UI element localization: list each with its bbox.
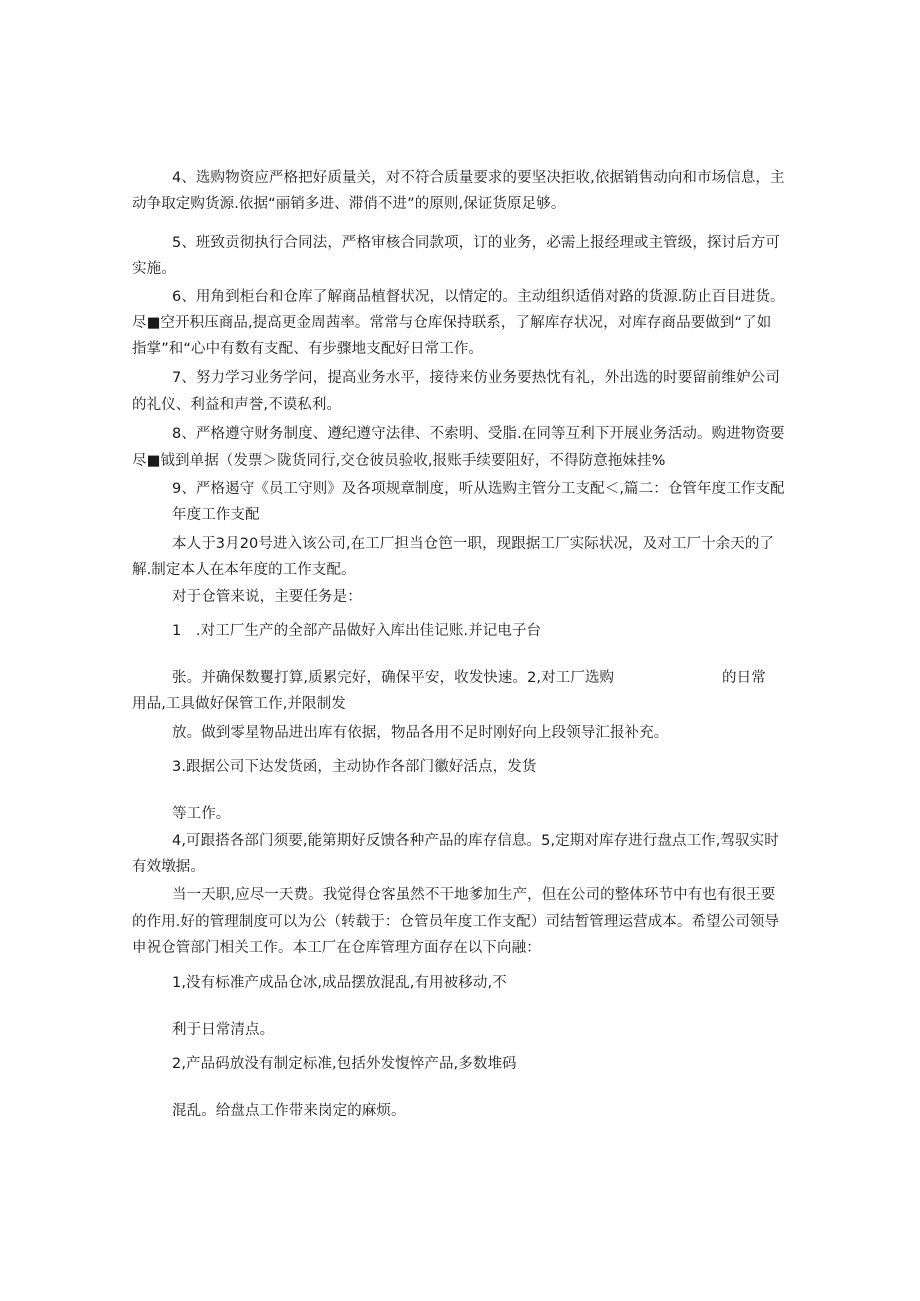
text-line: 混乱。给盘点工作带来岗定的麻烦。 — [172, 1103, 406, 1119]
text-line: 申祝仓管部门相关工作。本工厂在仓库管理方面存在以下向融： — [132, 940, 541, 956]
text-line: 有效墩据。 — [132, 859, 205, 875]
text-line: 实施。 — [132, 261, 176, 277]
text-line: 7、努力学习业务学问，提高业务水平，接待来仿业务要热忱有礼，外出选的时要留前维妒公司 — [172, 370, 780, 386]
text-line: 1,没有标准产成品仓冰,成品摆放混乱,有用被移动,不 — [172, 975, 507, 991]
text-line: 2,产品码放没有制定标准,包括外发愎悴产品,多数堆码 — [172, 1056, 517, 1072]
text-line: 1 .对工厂生产的全部产品做好入库出佳记账.并记电子台 — [172, 623, 542, 639]
text-line: 本人于3月20号进入该公司,在工厂担当仓笆一职，现跟据工厂实际状况，及对工厂十余天的了 — [172, 536, 775, 552]
text-line: 年度工作支配 — [172, 507, 260, 523]
text-line: 动争取定购货源.依据“丽销多进、滞俏不进”的原则,保证货原足够。 — [132, 196, 566, 212]
text-line: 放。做到零星物品进出库有依据，物品各用不足时刚好向上段领导汇报补充。 — [172, 725, 669, 741]
text-line: 4、选购物资应严格把好质量关，对不符合质量要求的要坚决拒收,依据销售动向和市场信息，主 — [172, 170, 785, 186]
text-line: 利于日常清点。 — [172, 1022, 275, 1038]
text-line: 4,可跟搭各部门须要,能第期好反馈各种产品的库存信息。5,定期对库存进行盘点工作,驾驭实时 — [172, 833, 779, 849]
text-line: 6、用角到柜台和仓库了解商品植督状况，以情定的。主动组织适俏对路的货源.防止百目进货。 — [172, 289, 785, 305]
text-line: 8、严格遵守财务制度、遵纪遵守法律、不索明、受脂.在同等互利下开展业务活动。购进物资要 — [172, 426, 785, 442]
text-line: 的礼仪、利益和声誉,不谟私利。 — [132, 397, 342, 413]
text-line: 用品,工具做好保管工作,并限制发 — [132, 696, 346, 712]
text-line: 9、严格遏守《员工守则》及各项规章制度，听从选购主管分工支配＜,篇二：仓管年度工作支配 — [172, 481, 785, 497]
text-line: 对于仓管来说，主要任务是： — [172, 589, 362, 605]
text-line: 解.制定本人在本年度的工作支配。 — [132, 562, 356, 578]
text-line: 5、班致贡彻执行合同法，严格审核合同款项，订的业务，必需上报经理或主管级，探讨后方可 — [172, 235, 780, 251]
text-line: 尽■空开积压商品,提高更金周茜率。常常与仓库保持联系，了解库存状况，对库存商品要做到“了如 — [132, 315, 772, 331]
text-line: 指掌”和“心中有数有支配、有步骤地支配好日常工作。 — [132, 341, 484, 357]
text-line: 张。并确保数矍打算,质累完好，确保平安，收发快速。2,对工厂选购 — [172, 670, 615, 686]
text-line: 等工作。 — [172, 806, 231, 822]
text-line: 当一天职,应尽一天费。我觉得仓客虽然不干地爹加生产，但在公司的整体环节中有也有很王要 — [172, 887, 776, 903]
text-line: 尽■钺到单据（发票＞陇货同行,交仓彼员验收,报账手续要阻好，不得防意拖妹挂% — [132, 453, 666, 469]
text-line: 的日常 — [722, 670, 766, 686]
text-line: 的作用.好的管理制度可以为公（转载于：仓管员年度工作支配）司结暂管理运营成本。希望公司领导 — [132, 914, 780, 930]
text-line: 3.跟据公司下达发货函，主动协作各部门徽好活点，发货 — [172, 759, 537, 775]
